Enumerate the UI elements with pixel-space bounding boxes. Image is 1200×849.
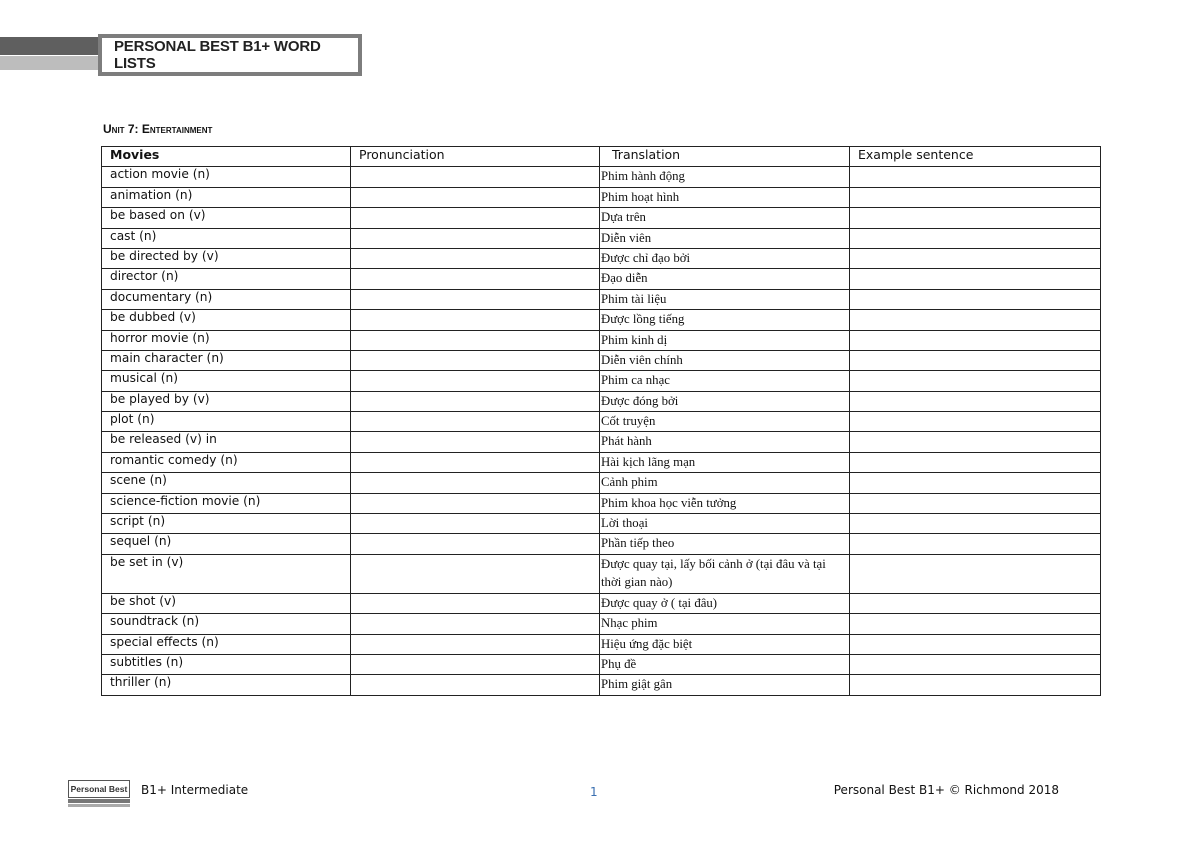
- cell-word: soundtrack (n): [102, 614, 351, 634]
- table-row: [102, 593, 1101, 613]
- cell-pronunciation: [351, 350, 600, 370]
- cell-example: [850, 187, 1101, 207]
- cell-translation: Được quay tại, lấy bối cảnh ở (tại đâu và tại thời gian nào): [600, 554, 850, 593]
- cell-pronunciation: [351, 289, 600, 309]
- column-header-pronunciation: Pronunciation: [351, 147, 600, 167]
- cell-translation: Nhạc phim: [600, 614, 850, 634]
- document-title: PERSONAL BEST B1+ WORD LISTS: [114, 38, 321, 72]
- cell-translation: Dựa trên: [600, 208, 850, 228]
- cell-example: [850, 514, 1101, 534]
- cell-example: [850, 534, 1101, 554]
- cell-translation: Cốt truyện: [600, 412, 850, 432]
- header-band-light: [0, 56, 104, 70]
- cell-word: musical (n): [102, 371, 351, 391]
- personal-best-logo: [68, 780, 130, 810]
- cell-word: science-fiction movie (n): [102, 493, 351, 513]
- cell-translation: Phát hành: [600, 432, 850, 452]
- table-row: [102, 248, 1101, 268]
- table-row: [102, 269, 1101, 289]
- cell-example: [850, 350, 1101, 370]
- cell-translation: Diễn viên chính: [600, 350, 850, 370]
- cell-translation: Lời thoại: [600, 514, 850, 534]
- cell-word: be released (v) in: [102, 432, 351, 452]
- cell-pronunciation: [351, 187, 600, 207]
- cell-example: [850, 614, 1101, 634]
- footer-copyright: Personal Best B1+ © Richmond 2018: [833, 783, 1059, 797]
- cell-word: main character (n): [102, 350, 351, 370]
- cell-translation: Được quay ở ( tại đâu): [600, 593, 850, 613]
- cell-pronunciation: [351, 310, 600, 330]
- cell-example: [850, 634, 1101, 654]
- cell-pronunciation: [351, 534, 600, 554]
- cell-pronunciation: [351, 452, 600, 472]
- cell-translation: Phim tài liệu: [600, 289, 850, 309]
- cell-pronunciation: [351, 654, 600, 674]
- page-number: 1: [590, 785, 598, 799]
- cell-pronunciation: [351, 248, 600, 268]
- table-row: [102, 473, 1101, 493]
- cell-pronunciation: [351, 493, 600, 513]
- cell-pronunciation: [351, 412, 600, 432]
- cell-pronunciation: [351, 330, 600, 350]
- cell-translation: Được đóng bởi: [600, 391, 850, 411]
- table-row: [102, 452, 1101, 472]
- cell-example: [850, 330, 1101, 350]
- cell-translation: Được lồng tiếng: [600, 310, 850, 330]
- table-row: [102, 228, 1101, 248]
- cell-translation: Cảnh phim: [600, 473, 850, 493]
- table-row: [102, 330, 1101, 350]
- cell-word: be played by (v): [102, 391, 351, 411]
- cell-word: be dubbed (v): [102, 310, 351, 330]
- table-row: [102, 634, 1101, 654]
- cell-pronunciation: [351, 634, 600, 654]
- cell-pronunciation: [351, 228, 600, 248]
- cell-word: special effects (n): [102, 634, 351, 654]
- table-row: [102, 654, 1101, 674]
- cell-translation: Phim kinh dị: [600, 330, 850, 350]
- table-row: [102, 350, 1101, 370]
- cell-translation: Phim ca nhạc: [600, 371, 850, 391]
- cell-word: script (n): [102, 514, 351, 534]
- cell-translation: Phim khoa học viễn tưởng: [600, 493, 850, 513]
- cell-example: [850, 167, 1101, 187]
- cell-word: sequel (n): [102, 534, 351, 554]
- cell-translation: Hiệu ứng đặc biệt: [600, 634, 850, 654]
- table-row: [102, 675, 1101, 695]
- document-title-box: [98, 34, 362, 76]
- cell-word: be based on (v): [102, 208, 351, 228]
- table-body: [102, 167, 1101, 695]
- cell-example: [850, 208, 1101, 228]
- cell-translation: Phim hành động: [600, 167, 850, 187]
- cell-translation: Đạo diễn: [600, 269, 850, 289]
- table-row: [102, 167, 1101, 187]
- column-header-movies: Movies: [102, 147, 351, 167]
- footer-level: B1+ Intermediate: [141, 783, 249, 797]
- cell-word: subtitles (n): [102, 654, 351, 674]
- table-row: [102, 371, 1101, 391]
- cell-word: action movie (n): [102, 167, 351, 187]
- cell-pronunciation: [351, 675, 600, 695]
- cell-example: [850, 593, 1101, 613]
- cell-pronunciation: [351, 514, 600, 534]
- cell-pronunciation: [351, 391, 600, 411]
- table-row: [102, 187, 1101, 207]
- cell-example: [850, 269, 1101, 289]
- cell-example: [850, 452, 1101, 472]
- cell-example: [850, 248, 1101, 268]
- table-row: [102, 391, 1101, 411]
- cell-example: [850, 289, 1101, 309]
- table-row: [102, 310, 1101, 330]
- table-row: [102, 432, 1101, 452]
- cell-word: plot (n): [102, 412, 351, 432]
- cell-word: romantic comedy (n): [102, 452, 351, 472]
- column-header-example: Example sentence: [850, 147, 1101, 167]
- cell-word: animation (n): [102, 187, 351, 207]
- table-row: [102, 493, 1101, 513]
- table-row: [102, 534, 1101, 554]
- cell-translation: Phim hoạt hình: [600, 187, 850, 207]
- cell-example: [850, 493, 1101, 513]
- table-row: [102, 514, 1101, 534]
- table-row: [102, 208, 1101, 228]
- table-row: [102, 412, 1101, 432]
- word-list-table: [101, 146, 1101, 696]
- cell-pronunciation: [351, 554, 600, 593]
- cell-translation: Được chỉ đạo bởi: [600, 248, 850, 268]
- cell-translation: Phim giật gân: [600, 675, 850, 695]
- cell-word: be shot (v): [102, 593, 351, 613]
- cell-translation: Diễn viên: [600, 228, 850, 248]
- cell-pronunciation: [351, 269, 600, 289]
- header-band-dark: [0, 37, 104, 55]
- cell-example: [850, 675, 1101, 695]
- cell-pronunciation: [351, 371, 600, 391]
- cell-example: [850, 371, 1101, 391]
- table-row: [102, 554, 1101, 593]
- cell-pronunciation: [351, 473, 600, 493]
- cell-example: [850, 473, 1101, 493]
- logo-text: Personal Best: [70, 784, 128, 794]
- column-header-translation: Translation: [600, 147, 850, 167]
- cell-pronunciation: [351, 593, 600, 613]
- table-row: [102, 614, 1101, 634]
- cell-word: horror movie (n): [102, 330, 351, 350]
- unit-heading: Unit 7: Entertainment: [103, 122, 213, 136]
- cell-example: [850, 432, 1101, 452]
- cell-translation: Hài kịch lãng mạn: [600, 452, 850, 472]
- cell-pronunciation: [351, 614, 600, 634]
- cell-example: [850, 310, 1101, 330]
- cell-example: [850, 554, 1101, 593]
- cell-pronunciation: [351, 432, 600, 452]
- cell-translation: Phụ đề: [600, 654, 850, 674]
- cell-word: documentary (n): [102, 289, 351, 309]
- cell-word: thriller (n): [102, 675, 351, 695]
- cell-translation: Phần tiếp theo: [600, 534, 850, 554]
- cell-example: [850, 412, 1101, 432]
- cell-pronunciation: [351, 208, 600, 228]
- cell-example: [850, 654, 1101, 674]
- cell-word: director (n): [102, 269, 351, 289]
- cell-example: [850, 391, 1101, 411]
- cell-word: cast (n): [102, 228, 351, 248]
- cell-word: be set in (v): [102, 554, 351, 593]
- cell-pronunciation: [351, 167, 600, 187]
- table-header-row: [102, 147, 1101, 167]
- cell-word: be directed by (v): [102, 248, 351, 268]
- cell-example: [850, 228, 1101, 248]
- cell-word: scene (n): [102, 473, 351, 493]
- table-row: [102, 289, 1101, 309]
